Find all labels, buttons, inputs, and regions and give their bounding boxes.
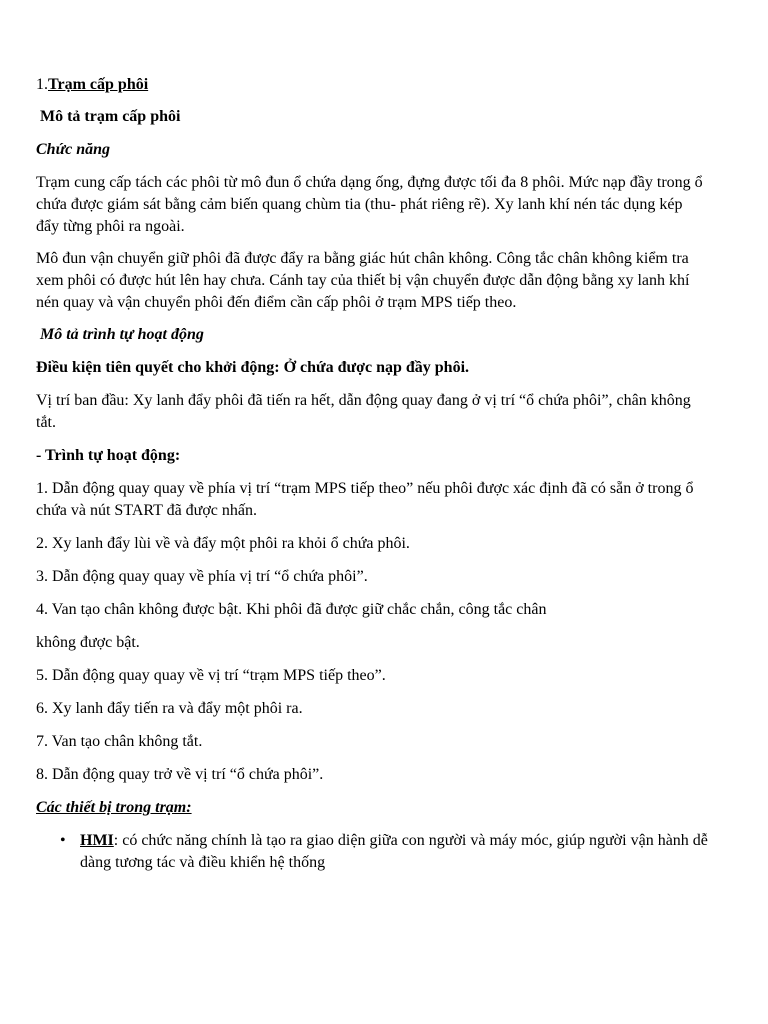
device-description: : có chức năng chính là tạo ra giao diện giữa con người và máy móc, giúp người vận hành dễ dàng tương tác và điều khiển hệ thống — [80, 832, 708, 871]
step-4: 4. Van tạo chân không được bật. Khi phôi đã được giữ chắc chắn, công tắc chân — [36, 601, 547, 618]
step-5: 5. Dẫn động quay quay về vị trí “trạm MPS tiếp theo”. — [36, 667, 386, 684]
bullet-icon: • — [60, 832, 66, 849]
section-heading — [36, 74, 708, 96]
step-7: 7. Van tạo chân không tắt. — [36, 733, 203, 750]
step-1: 1. Dẫn động quay quay về phía vị trí “trạm MPS tiếp theo” nếu phôi được xác định đã có sẵn ở trong ổ chứa và nút START đã được nhấn. — [36, 480, 694, 519]
sequence-heading: Mô tả trình tự hoạt động — [40, 326, 204, 343]
step-6: 6. Xy lanh đẩy tiến ra và đẩy một phôi ra. — [36, 700, 303, 717]
section-number: 1. — [36, 76, 48, 93]
function-paragraph-2: Mô đun vận chuyển giữ phôi đã được đẩy ra bằng giác hút chân không. Công tắc chân không kiểm tra xem phôi có được hút lên hay chưa. Cánh tay của thiết bị vận chuyển được dẫn động bằng xy lanh khí nén quay và vận chuyển phôi đến điểm cần cấp phôi ở trạm MPS tiếp theo. — [36, 250, 690, 311]
steps-heading: - Trình tự hoạt động: — [36, 447, 181, 464]
function-heading: Chức năng — [36, 141, 111, 158]
description-heading: Mô tả trạm cấp phôi — [40, 108, 181, 125]
section-title: Trạm cấp phôi — [48, 76, 149, 93]
list-item — [36, 830, 708, 874]
step-3: 3. Dẫn động quay quay về phía vị trí “ổ chứa phôi”. — [36, 568, 368, 585]
step-2: 2. Xy lanh đẩy lùi về và đẩy một phôi ra khỏi ổ chứa phôi. — [36, 535, 410, 552]
device-name: HMI — [80, 832, 114, 849]
function-paragraph-1: Trạm cung cấp tách các phôi từ mô đun ổ chứa dạng ống, đựng được tối đa 8 phôi. Mức nạp đầy trong ổ chứa được giám sát bằng cảm biến quang chùm tia (thu- phát riêng rẽ). Xy lanh khí nén tác dụng kép đẩy từng phôi ra ngoài. — [36, 174, 703, 235]
document-page — [36, 74, 708, 874]
initial-position: Vị trí ban đầu: Xy lanh đẩy phôi đã tiến ra hết, dẫn động quay đang ở vị trí “ổ chứa phôi”, chân không tắt. — [36, 392, 691, 431]
step-4-continued: không được bật. — [36, 634, 140, 651]
devices-list — [36, 830, 708, 874]
step-8: 8. Dẫn động quay trở về vị trí “ổ chứa phôi”. — [36, 766, 324, 783]
precondition: Điều kiện tiên quyết cho khởi động: Ở chứa được nạp đầy phôi. — [36, 359, 470, 376]
devices-heading: Các thiết bị trong trạm: — [36, 799, 192, 816]
